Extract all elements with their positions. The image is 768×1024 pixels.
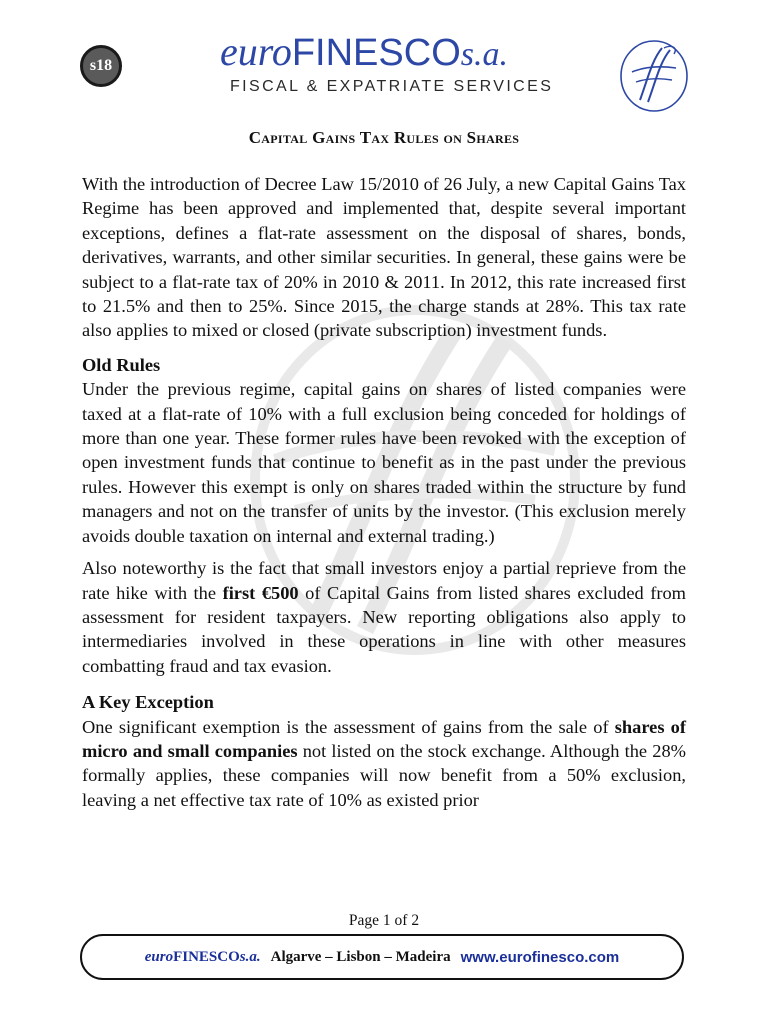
company-seal-icon bbox=[618, 38, 690, 114]
small-companies-emphasis: shares of micro and small companies bbox=[82, 716, 686, 761]
footer-website-link[interactable]: www.eurofinesco.com bbox=[460, 948, 620, 966]
brand-tagline: FISCAL & EXPATRIATE SERVICES bbox=[230, 78, 554, 95]
footer-brand: euroFINESCOs.a. bbox=[144, 948, 261, 965]
brand-suffix: s.a. bbox=[460, 36, 508, 73]
page-code-badge: s18 bbox=[80, 45, 122, 87]
brand-name: FINESCO bbox=[291, 32, 461, 74]
page-number: Page 1 of 2 bbox=[348, 912, 420, 929]
key-exception-paragraph: One significant exemption is the assessment of gains from the sale of shares of micro and small companies not listed on the stock exchange. Although the 28% formally applies, these companies will now benefit from a 50% exclusion, leaving a net effective tax rate of 10% as existed prior bbox=[82, 716, 686, 810]
old-rules-heading: Old Rules bbox=[82, 354, 161, 375]
brand-prefix: euro bbox=[220, 29, 292, 74]
noteworthy-paragraph: Also noteworthy is the fact that small investors enjoy a partial reprieve from the rate hike with the first €500 of Capital Gains from listed shares excluded from assessment for resident taxpayers. New reporting obligations also apply to intermediaries involved in these operations in line with other measures combatting fraud and tax evasion. bbox=[82, 558, 686, 676]
footer-bar bbox=[80, 934, 684, 980]
document-body bbox=[82, 172, 686, 812]
old-rules-paragraph: Under the previous regime, capital gains on shares of listed companies were taxed at a flat-rate of 10% with a full exclusion being conceded for holdings of more than one year. These former rules have been revoked with the exception of open investment funds that continue to benefit as in the past under the previous rules. However this exempt is only on shares traded within the structure by fund managers and not on the transfer of units by the investor. (This exclusion merely avoids double taxation on internal and external trading.) bbox=[82, 379, 686, 546]
first-500-emphasis: first €500 bbox=[222, 582, 299, 603]
brand-logotype bbox=[220, 28, 508, 75]
document-title: Capital Gains Tax Rules on Shares bbox=[248, 128, 520, 147]
intro-paragraph: With the introduction of Decree Law 15/2010 of 26 July, a new Capital Gains Tax Regime has been approved and implemented that, despite several important exceptions, defines a flat-rate assessment on the disposal of shares, bonds, derivatives, warrants, and other similar securities. In general, these gains were be subject to a flat-rate tax of 20% in 2010 & 2011. In 2012, this rate increased first to 21.5% and then to 25%. Since 2015, the charge stands at 28%. This tax rate also applies to mixed or closed (private subscription) investment funds. bbox=[82, 174, 686, 341]
key-exception-heading: A Key Exception bbox=[82, 692, 214, 713]
footer-locations: Algarve – Lisbon – Madeira bbox=[270, 948, 451, 965]
